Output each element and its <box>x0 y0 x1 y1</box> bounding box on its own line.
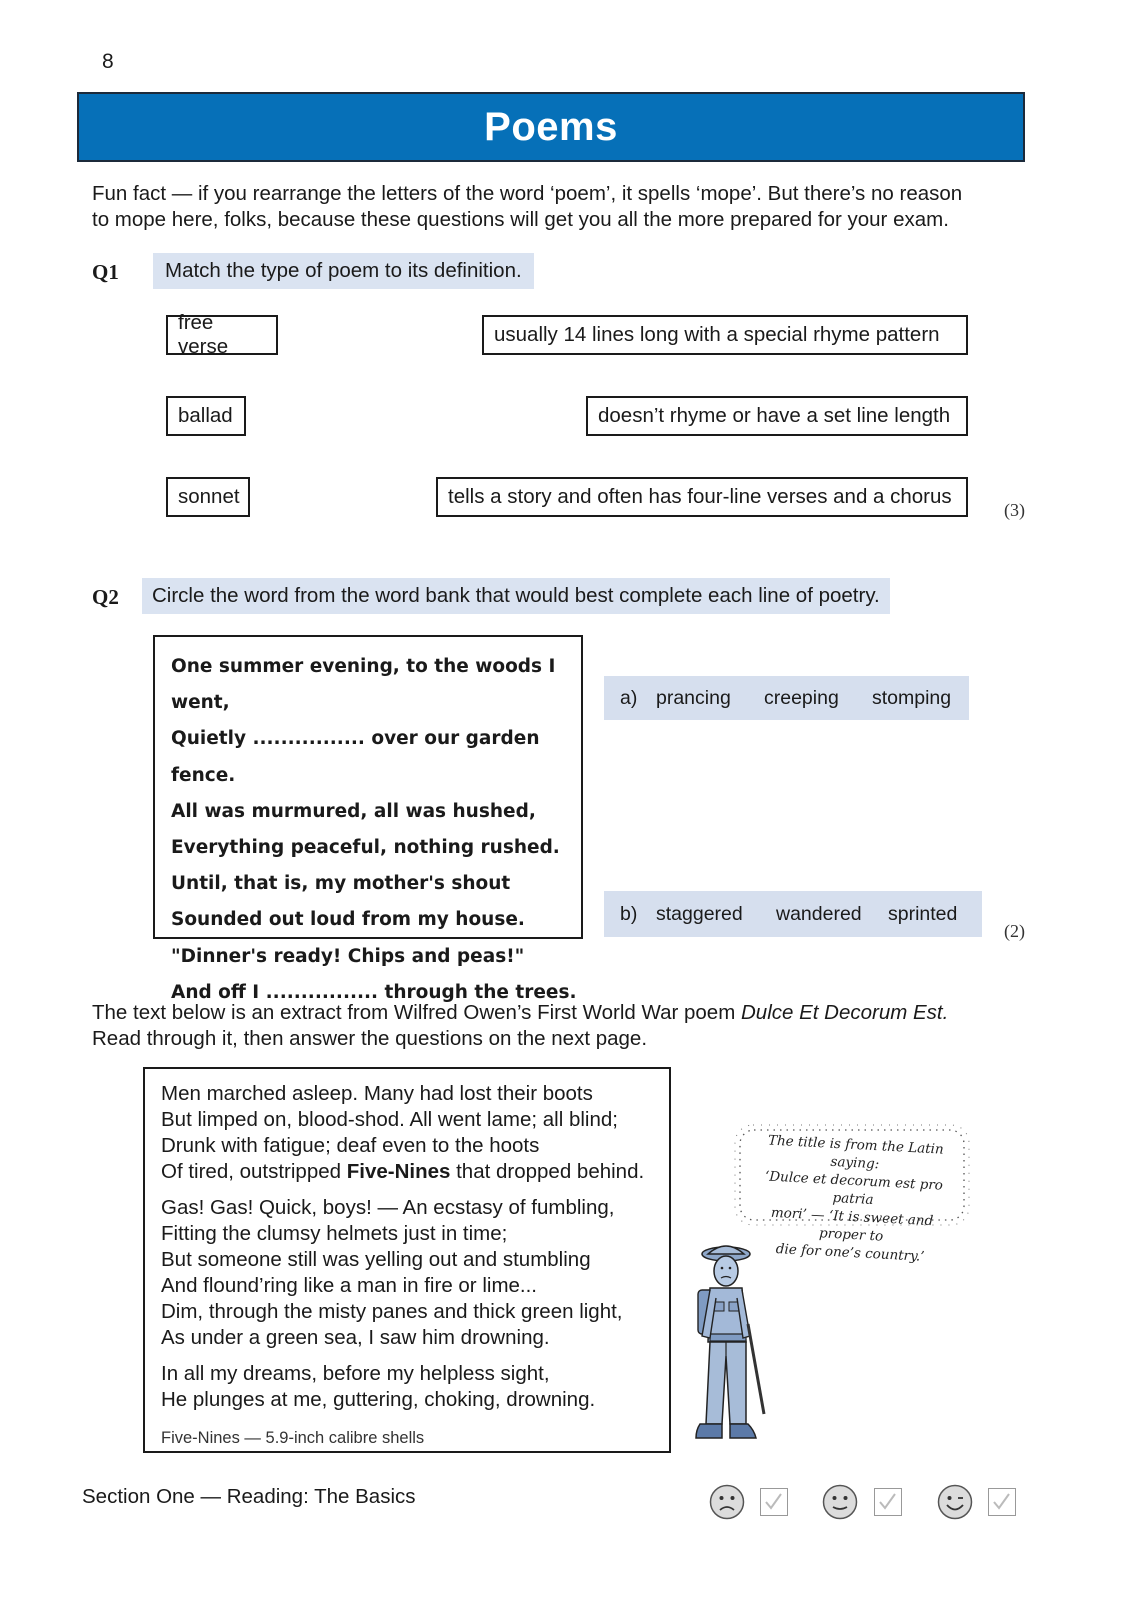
word-option-staggered[interactable]: staggered <box>656 902 743 925</box>
q1-number: Q1 <box>92 260 119 284</box>
term-sonnet[interactable]: sonnet <box>166 477 250 517</box>
q2-marks: (2) <box>1004 921 1025 941</box>
check-icon <box>989 1489 1014 1514</box>
neutral-face-icon[interactable] <box>822 1484 858 1520</box>
poem-line: And off I ................ through the trees. <box>171 981 577 1003</box>
poem-line: Drunk with fatigue; deaf even to the hoots <box>161 1134 540 1157</box>
tick-box-neutral[interactable] <box>874 1488 902 1516</box>
q1-prompt: Match the type of poem to its definition. <box>153 253 534 289</box>
extract-intro-line: Read through it, then answer the questions on the next page. <box>92 1027 648 1050</box>
poem-line: All was murmured, all was hushed, <box>171 800 536 822</box>
tick-box-sad[interactable] <box>760 1488 788 1516</box>
intro-line: to mope here, folks, because these questions will get you all the more prepared for your exam. <box>92 208 949 231</box>
speech-text <box>747 1131 959 1268</box>
poem-line: As under a green sea, I saw him drowning. <box>161 1326 550 1349</box>
poem-line: Sounded out loud from my house. <box>171 909 525 931</box>
line-suffix: that dropped behind. <box>450 1160 645 1183</box>
check-icon <box>875 1489 900 1514</box>
stanza <box>161 1195 669 1351</box>
poem-line: "Dinner's ready! Chips and peas!" <box>171 945 525 967</box>
stanza <box>161 1081 669 1185</box>
speech-line: The title is from the Latin saying: <box>767 1132 945 1173</box>
intro-line: Fun fact — if you rearrange the letters of the word ‘poem’, it spells ‘mope’. But there’s no reason <box>92 182 963 205</box>
poem-line: Dim, through the misty panes and thick green light, <box>161 1300 623 1323</box>
word-option-stomping[interactable]: stomping <box>872 686 952 709</box>
poem-line: Fitting the clumsy helmets just in time; <box>161 1222 508 1245</box>
section-label: Section One — Reading: The Basics <box>82 1485 416 1508</box>
poem-line: He plunges at me, guttering, choking, drowning. <box>161 1388 596 1411</box>
extract-poem-box <box>143 1067 671 1453</box>
poem-line: But limped on, blood-shod. All went lame; all blind; <box>161 1108 618 1131</box>
extract-intro <box>92 1000 1022 1052</box>
page-number: 8 <box>102 50 114 73</box>
line-prefix: Of tired, outstripped <box>161 1160 347 1183</box>
poem-line: Men marched asleep. Many had lost their boots <box>161 1082 593 1105</box>
poem-line: Everything peaceful, nothing rushed. <box>171 837 560 859</box>
q2-prompt: Circle the word from the word bank that would best complete each line of poetry. <box>142 578 890 614</box>
word-option-prancing[interactable]: prancing <box>656 686 731 709</box>
poem-line <box>161 1159 669 1185</box>
word-bank-label: b) <box>620 902 638 925</box>
poem-line: Gas! Gas! Quick, boys! — An ecstasy of fumbling, <box>161 1196 615 1219</box>
poem-line: And flound’ring like a man in fire or lime... <box>161 1274 538 1297</box>
word-bank-b <box>604 891 982 937</box>
footnote: Five-Nines — 5.9-inch calibre shells <box>161 1429 425 1447</box>
definition-sonnet[interactable]: usually 14 lines long with a special rhyme pattern <box>482 315 968 355</box>
speech-line: die for one’s country.’ <box>775 1241 925 1265</box>
sad-face-icon[interactable] <box>709 1484 745 1520</box>
poem-line: One summer evening, to the woods I went, <box>171 656 556 714</box>
extract-intro-prefix: The text below is an extract from Wilfred Owen’s First World War poem <box>92 1001 741 1024</box>
word-option-wandered[interactable]: wandered <box>776 902 862 925</box>
poem-line: Until, that is, my mother's shout <box>171 873 511 895</box>
poem-line: Quietly ................ over our garden fence. <box>171 728 540 786</box>
q1-marks: (3) <box>1004 500 1025 520</box>
happy-face-icon[interactable] <box>937 1484 973 1520</box>
five-nines-term: Five-Nines <box>346 1160 451 1183</box>
definition-ballad[interactable]: tells a story and often has four-line verses and a chorus <box>436 477 968 517</box>
term-free-verse[interactable]: free verse <box>166 315 278 355</box>
intro-text <box>92 181 1012 233</box>
page-title: Poems <box>484 104 618 149</box>
tick-box-happy[interactable] <box>988 1488 1016 1516</box>
word-bank-label: a) <box>620 686 638 709</box>
speech-bubble <box>734 1124 970 1265</box>
soldier-illustration <box>690 1244 770 1452</box>
stanza <box>161 1361 669 1413</box>
poem-line: In all my dreams, before my helpless sight, <box>161 1362 550 1385</box>
speech-line: ‘Dulce et decorum est pro patria <box>764 1168 944 1209</box>
speech-line: mori’ — ‘It is sweet and proper to <box>770 1204 934 1245</box>
term-ballad[interactable]: ballad <box>166 396 246 436</box>
q2-poem-box <box>153 635 583 1003</box>
q2-number: Q2 <box>92 585 119 609</box>
title-bar <box>77 92 1025 162</box>
word-bank-a <box>604 676 969 720</box>
poem-line: But someone still was yelling out and stumbling <box>161 1248 591 1271</box>
poem-title: Dulce Et Decorum Est. <box>740 1001 949 1024</box>
extract-intro-line <box>92 1000 1022 1026</box>
word-option-sprinted[interactable]: sprinted <box>888 902 958 925</box>
word-option-creeping[interactable]: creeping <box>764 686 839 709</box>
definition-free-verse[interactable]: doesn’t rhyme or have a set line length <box>586 396 968 436</box>
check-icon <box>761 1489 786 1514</box>
